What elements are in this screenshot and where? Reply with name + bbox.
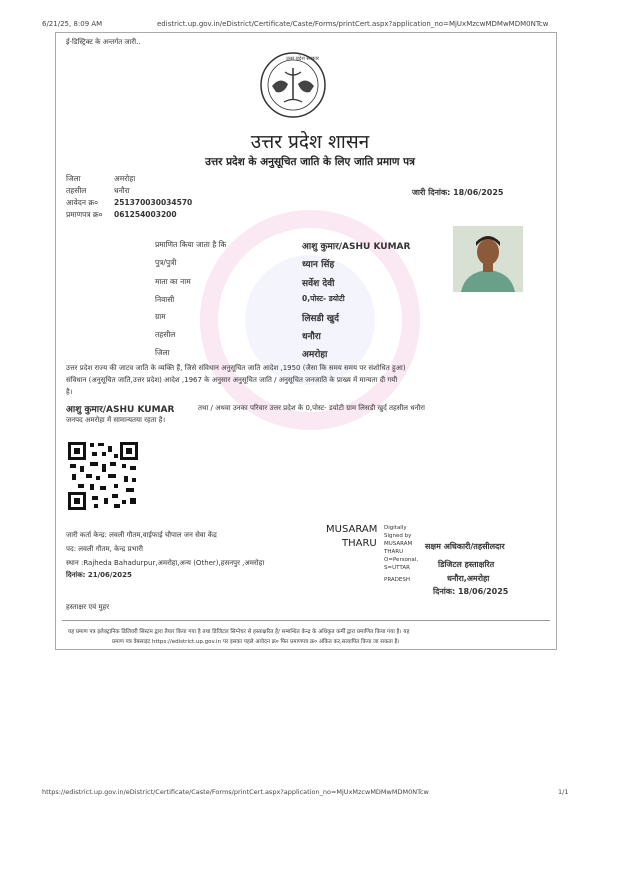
sig-line: THARU <box>384 549 404 555</box>
detail-label-mother: माता का नाम <box>155 277 191 286</box>
field-label-tehsil: तहसील <box>66 186 87 195</box>
issue-date-right: दिनांक: 18/06/2025 <box>433 587 509 596</box>
field-label-application-no: आवेदन क्र० <box>66 198 99 207</box>
signer-name-line-2: THARU <box>342 538 377 549</box>
office-place: धनौरा,अमरोहा <box>447 574 490 583</box>
detail-value-mother: सर्वेश देवी <box>302 279 335 289</box>
seal-text: उत्तर प्रदेश सरकार <box>286 56 319 62</box>
sign-and-seal: हस्ताक्षर एवं मुहर <box>66 603 110 611</box>
print-url-footer: https://edistrict.up.gov.in/eDistrict/Certificate/Caste/Forms/printCert.aspx?application_no=MjUxMzcwMDMwMDM0NTcw <box>42 788 429 796</box>
print-url-header: edistrict.up.gov.in/eDistrict/Certificate/Caste/Forms/printCert.aspx?application_no=MjUxMzcwMDMwMDM0NTcw <box>157 20 549 28</box>
detail-value-parent: ध्यान सिंह <box>302 260 335 270</box>
detail-label-village: ग्राम <box>155 312 166 321</box>
footer-line-1: यह प्रमाण पत्र इलेक्ट्रानिक डिलिवरी सिस्टम द्वारा तैयार किया गया है तथा डिजिटल सिग्नेचर से हस्ताक्षरित है/ सम्बन्धित केन्द्र के अधिकृत कर्मी द्वारा प्रमाणित किया गया है। यह <box>68 629 410 635</box>
person-photo-icon <box>453 226 523 292</box>
field-value-application-no: 251370030034570 <box>114 198 193 207</box>
footer-line-2: प्रमाण पत्र वेबसाइट https://edistrict.up.gov.in पर इसका पहले आवेदन क्र० फिर प्रमाणपत्र क्र० अंकित कर,सत्यापित किया जा सकता है। <box>112 639 400 645</box>
certificate-title: उत्तर प्रदेश शासन <box>250 131 370 153</box>
print-datetime: 6/21/25, 8:09 AM <box>42 20 103 28</box>
verification-qr-code <box>66 440 140 512</box>
field-value-district: अमरोहा <box>114 174 136 183</box>
detail-label-parent: पुत्र/पुत्री <box>155 258 177 267</box>
paragraph-2-line-2: जनपद अमरोहा में सामान्यतया रहता है। <box>66 416 166 424</box>
issue-place: स्थान :Rajheda Bahadurpur,अमरोहा,अन्य (Other),हसनपुर ,अमरोहा <box>66 559 265 567</box>
field-label-certificate-no: प्रमाणपत्र क्र० <box>66 210 103 219</box>
digital-signature-details <box>384 524 418 584</box>
top-note: ई-डिस्ट्रिक्ट के अन्तर्गत जारी.. <box>66 38 141 46</box>
field-value-tehsil: धनौरा <box>114 186 130 195</box>
detail-label-resident: निवासी <box>155 295 175 304</box>
detail-label-tehsil: तहसील <box>155 330 176 339</box>
footer-divider <box>62 620 550 621</box>
officer-designation: सक्षम अधिकारी/तहसीलदार <box>425 542 505 551</box>
sig-line: S=UTTAR <box>384 565 410 571</box>
detail-value-resident: 0,पोस्ट- डयोटी <box>302 294 345 303</box>
paragraph-2-name: आशु कुमार/ASHU KUMAR <box>66 405 175 415</box>
page-number: 1/1 <box>558 788 569 796</box>
detail-label-district: जिला <box>155 348 170 357</box>
sig-line: Digitally <box>384 525 407 531</box>
detail-label-certified: प्रमाणित किया जाता है कि <box>155 240 227 249</box>
applicant-photo <box>453 226 523 292</box>
detail-value-name: आशु कुमार/ASHU KUMAR <box>302 242 411 252</box>
paragraph-1-line-1: उत्तर प्रदेश राज्य की जाटव जाति के व्यक्ति हैं, जिसे संविधान अनुसूचित जाति आदेश ,1950 (जैसा कि समय समय पर संशोधित हुआ) <box>66 364 406 372</box>
signer-name-line-1: MUSARAM <box>326 524 378 535</box>
certificate-subtitle: उत्तर प्रदेश के अनुसूचित जाति के लिए जाति प्रमाण पत्र <box>205 156 415 168</box>
paragraph-2-text: तथा / अथवा उनका परिवार उत्तर प्रदेश के 0,पोस्ट- डयोटी ग्राम लिसडी खुर्द तहसील धनौरा <box>198 404 425 412</box>
sig-line: PRADESH <box>384 577 411 583</box>
sig-line: O=Personal, <box>384 557 419 563</box>
sig-line: Signed by <box>384 533 412 539</box>
digital-sign-label: डिजिटल हस्ताक्षरित <box>438 560 495 569</box>
detail-value-district: अमरोहा <box>302 350 328 360</box>
paragraph-1-line-3: है। <box>66 388 73 396</box>
detail-value-tehsil: धनौरा <box>302 332 321 342</box>
issuing-center: जारी कर्ता केन्द्र: लवली गौतम,वाईफाई चौपाल जन सेवा केंद्र <box>66 531 217 539</box>
issue-date: जारी दिनांक: 18/06/2025 <box>412 188 504 197</box>
issuer-post: पद: लवली गौतम, केन्द्र प्रभारी <box>66 545 143 553</box>
issue-date-left: दिनांक: 21/06/2025 <box>66 571 132 579</box>
detail-value-village: लिसडी खुर्द <box>302 314 339 324</box>
field-label-district: जिला <box>66 174 81 183</box>
field-value-certificate-no: 061254003200 <box>114 210 177 219</box>
paragraph-1-line-2: संविधान (अनुसूचित जाति,उत्तर प्रदेश) आदेश ,1967 के अनुसार अनुसूचित जाति / अनुसूचित जनजाति के प्राख्य में मान्यता दी गयी <box>66 376 398 384</box>
sig-line: MUSARAM <box>384 541 413 547</box>
